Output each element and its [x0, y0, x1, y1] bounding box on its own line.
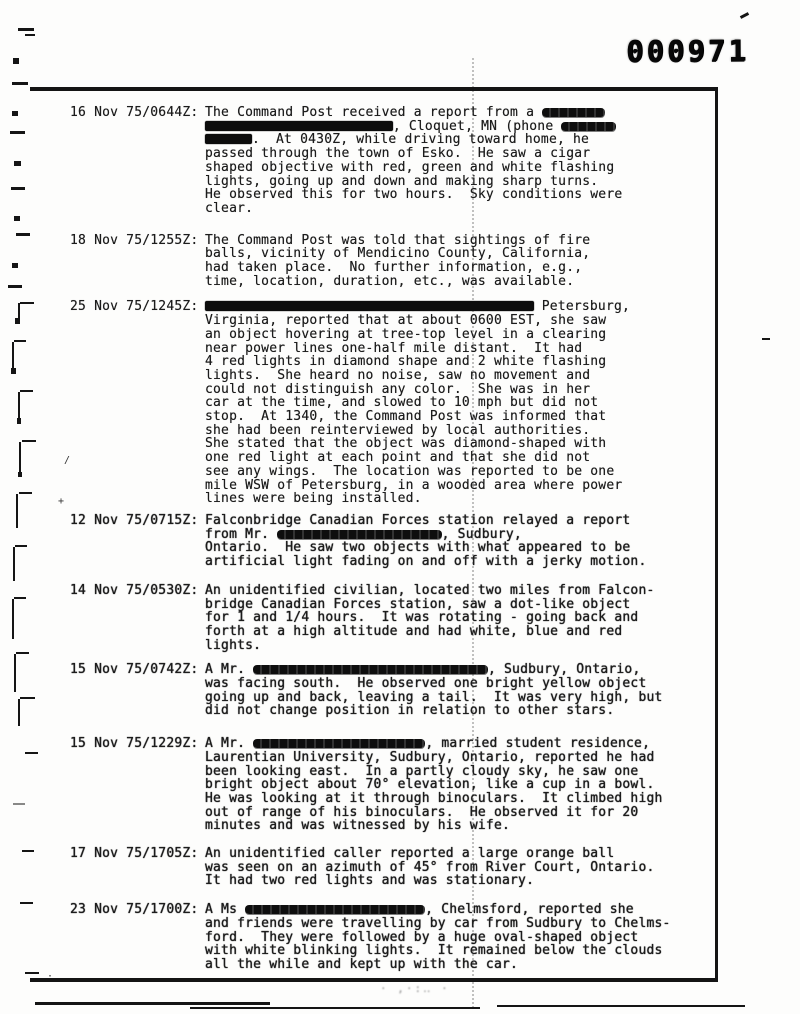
entry-line: He was looking at it through binoculars. It climbed high	[205, 790, 663, 806]
entry-line: Petersburg,	[205, 300, 710, 314]
entry-line: . At 0430Z, while driving toward home, he	[205, 133, 710, 147]
log-entry	[70, 514, 710, 569]
entry-body	[205, 234, 710, 289]
entry-line: going up and back, leaving a tail. It was very high, but	[205, 689, 663, 705]
scan-artifact	[13, 547, 15, 581]
scan-artifact	[12, 342, 14, 370]
entry-line: Laurentian University, Sudbury, Ontario, reported he had	[205, 749, 655, 765]
scan-artifact	[11, 187, 25, 190]
log-entry	[70, 106, 710, 216]
scan-artifact	[14, 654, 16, 692]
log-entry	[70, 903, 710, 972]
log-entry	[70, 663, 710, 718]
entry-line: clear.	[205, 200, 254, 216]
entry-line: Ontario. He saw two objects with what appeared to be	[205, 540, 631, 556]
entry-date: 15 Nov 75/1229Z:	[70, 736, 199, 752]
entry-line: bridge Canadian Forces station, saw a dot-like object	[205, 596, 631, 612]
entry-line: Virginia, reported that at about 0600 EST, she saw	[205, 313, 607, 329]
entry-line: lines were being installed.	[205, 491, 422, 507]
entry-line: car at the time, and slowed to 10 mph but did not	[205, 395, 599, 411]
scan-artifact	[18, 699, 20, 726]
entry-date: 17 Nov 75/1705Z:	[70, 846, 199, 862]
entry-line: A Mr. , Sudbury, Ontario,	[205, 662, 641, 678]
scan-artifact	[20, 697, 35, 699]
entry-line: An unidentified caller reported a large orange ball	[205, 846, 615, 862]
entry-line: An unidentified civilian, located two miles from Falcon-	[205, 582, 655, 598]
entry-line: forth at a high altitude and had white, blue and red	[205, 623, 623, 639]
entry-line: lights, going up and down and making sharp turns.	[205, 173, 599, 189]
entry-line: stop. At 1340, the Command Post was informed that	[205, 409, 607, 425]
log-entry	[70, 737, 710, 833]
entry-body	[205, 300, 710, 506]
scan-artifact	[17, 418, 21, 424]
scan-artifact	[8, 285, 22, 288]
entry-line: minutes and was witnessed by his wife.	[205, 818, 511, 834]
scan-artifact	[22, 440, 36, 442]
entry-date: 18 Nov 75/1255Z:	[70, 232, 199, 248]
scan-artifact	[11, 368, 16, 374]
scan-artifact	[497, 1005, 745, 1007]
scan-artifact	[19, 442, 21, 474]
entry-line: It had two red lights and was stationary.	[205, 873, 535, 889]
footer-smudge: · ,·:‥ ·	[380, 982, 450, 995]
scan-artifact	[18, 392, 20, 420]
scan-artifact	[16, 233, 30, 236]
log-entry	[70, 584, 710, 653]
entry-date: 25 Nov 75/1245Z:	[70, 299, 199, 315]
log-entry	[70, 847, 710, 888]
scan-artifact	[190, 1007, 480, 1009]
scan-artifact	[15, 318, 20, 324]
entry-line: passed through the town of Esko. He saw a cigar	[205, 146, 591, 162]
entry-line: balls, vicinity of Mendicino County, California,	[205, 246, 591, 262]
scan-artifact	[13, 803, 25, 805]
scan-artifact	[14, 597, 26, 599]
scan-artifact	[12, 111, 18, 116]
entry-line: lights.	[205, 637, 262, 653]
entry-line: shaped objective with red, green and white flashing	[205, 159, 615, 175]
document-border-box	[30, 87, 718, 982]
scan-artifact	[19, 492, 32, 494]
entry-line: all the while and kept up with the car.	[205, 956, 519, 972]
entry-body	[205, 903, 710, 972]
entry-date: 16 Nov 75/0644Z:	[70, 105, 199, 120]
entry-line: she had been reinterviewed by local authorities.	[205, 422, 591, 438]
entry-line: from Mr. , Sudbury,	[205, 526, 522, 542]
entry-date: 23 Nov 75/1700Z:	[70, 902, 199, 918]
redaction-bar	[205, 121, 393, 131]
redaction-bar	[542, 108, 605, 117]
entry-body	[205, 847, 710, 888]
entry-line: The Command Post received a report from a	[205, 106, 710, 120]
scan-speck: +	[58, 496, 65, 507]
entry-line: A Ms , Chelmsford, reported she	[205, 902, 634, 918]
entry-date: 15 Nov 75/0742Z:	[70, 662, 199, 678]
scan-artifact	[762, 338, 770, 340]
scan-artifact	[20, 302, 34, 304]
entry-line: She stated that the object was diamond-shaped with	[205, 436, 607, 452]
entry-line: The Command Post was told that sightings of fire	[205, 232, 591, 248]
scan-artifact	[16, 494, 18, 528]
scan-artifact	[25, 752, 38, 754]
redaction-bar	[561, 122, 616, 131]
entry-line: been looking east. In a partly cloudy sky, he saw one	[205, 763, 639, 779]
entry-line: time, location, duration, etc., was available.	[205, 273, 575, 289]
scan-artifact	[15, 545, 27, 547]
scan-artifact	[14, 340, 26, 342]
scan-artifact	[12, 599, 14, 639]
redaction-bar	[253, 665, 488, 674]
entry-line: bright object about 70° elevation, like a cup in a bowl.	[205, 777, 655, 793]
entry-line: could not distinguish any color. She was in her	[205, 381, 591, 397]
scan-artifact	[12, 263, 18, 268]
entry-line: 4 red lights in diamond shape and 2 white flashing	[205, 354, 607, 370]
scan-artifact	[35, 1002, 270, 1005]
scan-artifact	[18, 472, 22, 477]
entry-line: A Mr. , married student residence,	[205, 736, 651, 752]
entry-line: ford. They were followed by a huge oval-shaped object	[205, 929, 639, 945]
entry-line: was seen on an azimuth of 45° from River Court, Ontario.	[205, 859, 655, 875]
entry-body	[205, 584, 710, 653]
entry-line: with white blinking lights. It remained below the clouds	[205, 943, 663, 959]
entry-line: , Cloquet, MN (phone	[205, 120, 710, 134]
redaction-bar	[253, 739, 425, 748]
entry-line: near power lines one-half mile distant. It had	[205, 340, 583, 356]
entry-line: mile WSW of Petersburg, in a wooded area where power	[205, 477, 623, 493]
log-entry	[70, 234, 710, 289]
scan-artifact	[20, 902, 33, 904]
entry-body	[205, 106, 710, 216]
redaction-bar	[277, 530, 441, 539]
entry-line: was facing south. He observed one bright yellow object	[205, 676, 647, 692]
entry-line: an object hovering at tree-top level in a clearing	[205, 326, 607, 342]
entry-body	[205, 514, 710, 569]
entry-line: and friends were travelling by car from Sudbury to Chelms-	[205, 915, 671, 931]
entry-line: did not change position in relation to other stars.	[205, 703, 615, 719]
entry-line: one red light at each point and that she did not	[205, 450, 591, 466]
scan-artifact	[13, 58, 19, 64]
scan-artifact	[16, 652, 29, 654]
entry-date: 14 Nov 75/0530Z:	[70, 582, 199, 598]
entry-line: He observed this for two hours. Sky conditions were	[205, 187, 623, 203]
redaction-bar	[205, 301, 534, 311]
entry-line: had taken place. No further information, e.g.,	[205, 260, 583, 276]
entry-line: artificial light fading on and off with a jerky motion.	[205, 554, 647, 570]
scan-artifact	[12, 82, 28, 85]
sighting-log	[70, 106, 710, 972]
document-number-stamp: 000971	[625, 33, 749, 69]
scan-speck: /	[64, 455, 71, 466]
log-entry	[70, 300, 710, 506]
scan-speck: ·	[47, 971, 54, 982]
entry-body	[205, 663, 710, 718]
entry-line: Falconbridge Canadian Forces station relayed a report	[205, 512, 631, 528]
entry-line: lights. She heard no noise, saw no movement and	[205, 367, 591, 383]
scan-artifact	[20, 390, 33, 392]
scan-artifact	[740, 12, 749, 19]
scan-artifact	[14, 216, 20, 221]
entry-date: 12 Nov 75/0715Z:	[70, 512, 199, 528]
scan-artifact	[22, 850, 34, 852]
entry-body	[205, 737, 710, 833]
scan-artifact	[14, 161, 21, 166]
entry-line: see any wings. The location was reported to be one	[205, 463, 615, 479]
scan-artifact	[10, 131, 25, 134]
entry-line: out of range of his binoculars. He observed it for 20	[205, 804, 639, 820]
redaction-bar	[245, 905, 425, 914]
scan-artifact	[25, 34, 35, 36]
scan-artifact	[25, 972, 39, 974]
scan-artifact	[18, 28, 34, 31]
entry-line: for 1 and 1/4 hours. It was rotating - going back and	[205, 610, 639, 626]
redaction-bar	[205, 134, 252, 144]
